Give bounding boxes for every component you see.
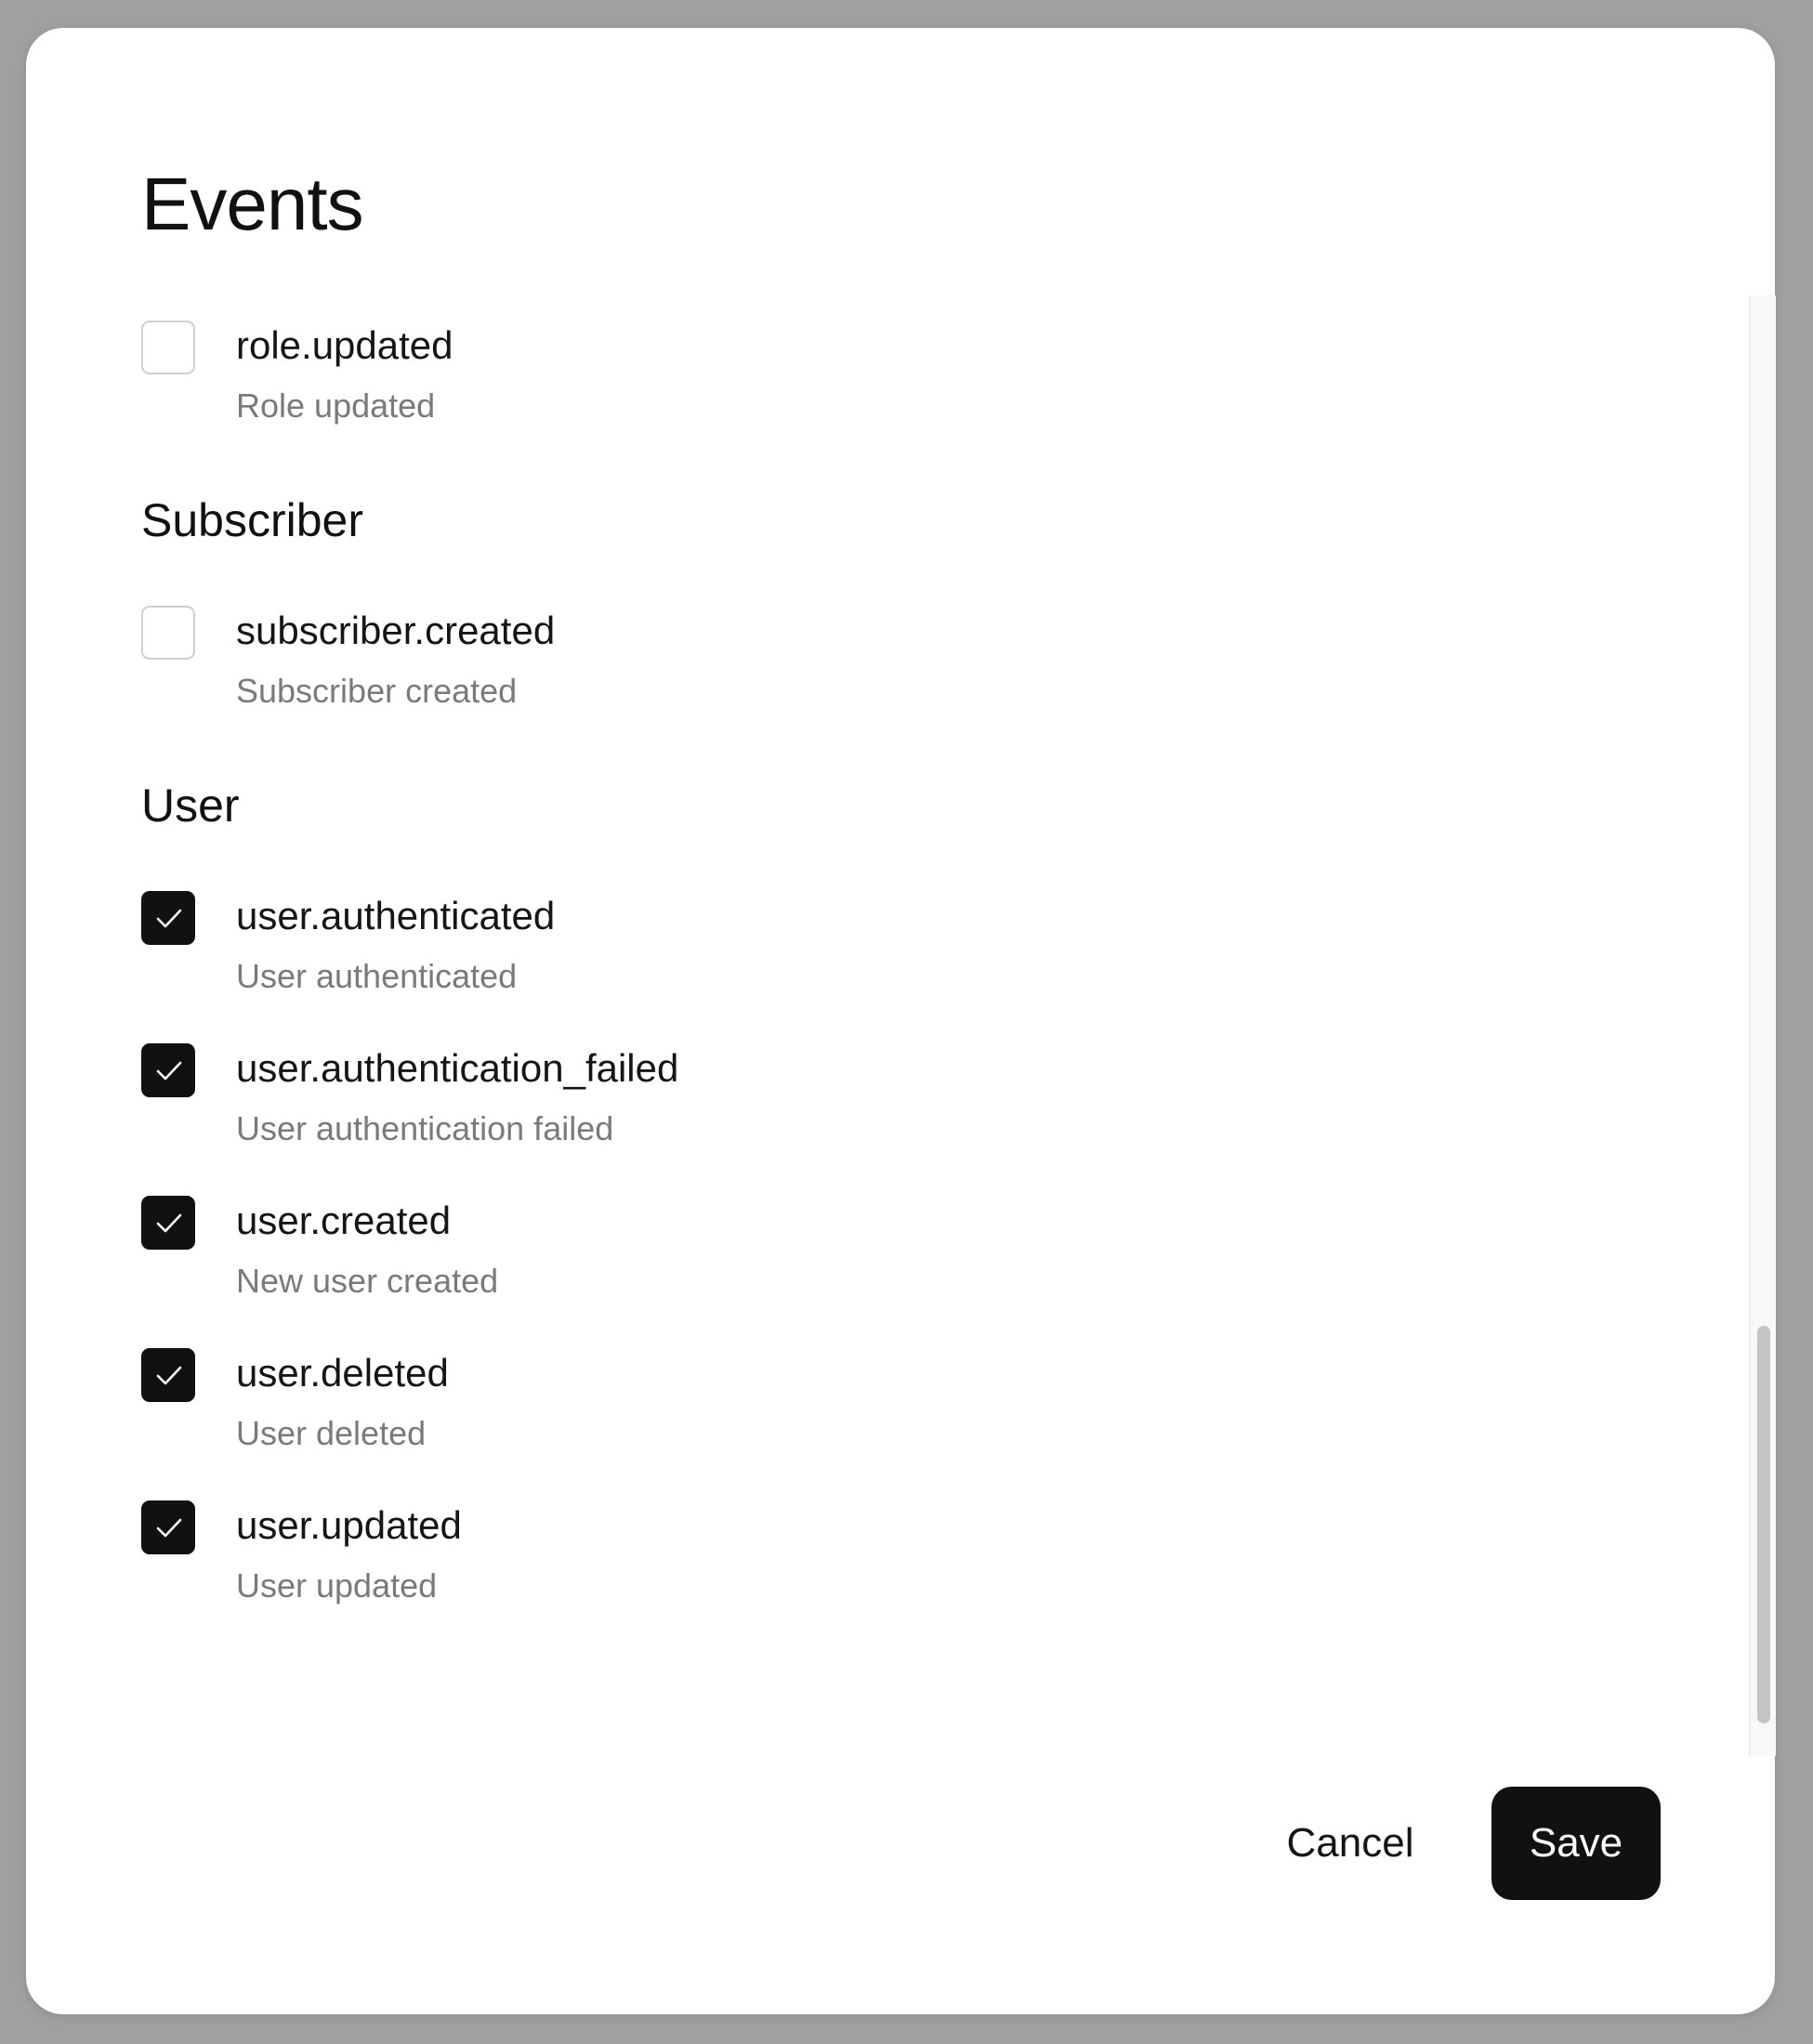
group-heading-subscriber: Subscriber [141, 494, 363, 546]
checkbox-user-updated[interactable] [141, 1500, 195, 1554]
event-name: user.authenticated [236, 894, 556, 937]
dialog-title: Events [141, 163, 363, 245]
save-button[interactable]: Save [1491, 1787, 1661, 1900]
checkbox-user-authenticated[interactable] [141, 891, 195, 945]
event-name: user.deleted [236, 1351, 449, 1395]
event-description: User deleted [236, 1414, 427, 1452]
checkbox-user-created[interactable] [141, 1196, 195, 1250]
event-description: User authenticated [236, 957, 518, 995]
checkmark-icon [155, 1212, 183, 1236]
event-description: New user created [236, 1262, 499, 1300]
event-item-user-created [141, 1196, 1628, 1326]
event-item-subscriber-created [141, 606, 1628, 736]
checkbox-role-updated[interactable] [141, 321, 195, 374]
group-heading-user: User [141, 780, 240, 832]
checkmark-icon [155, 907, 183, 931]
event-description: Role updated [236, 387, 436, 425]
checkbox-subscriber-created[interactable] [141, 606, 195, 660]
cancel-button[interactable]: Cancel [1271, 1787, 1429, 1900]
event-name: user.created [236, 1199, 452, 1242]
checkmark-icon [155, 1516, 183, 1540]
checkbox-user-authentication-failed[interactable] [141, 1043, 195, 1097]
scrollbar-thumb[interactable] [1757, 1326, 1770, 1723]
checkmark-icon [155, 1364, 183, 1388]
event-name: role.updated [236, 323, 453, 367]
checkbox-user-deleted[interactable] [141, 1348, 195, 1402]
events-list[interactable] [26, 295, 1747, 1756]
event-description: User updated [236, 1566, 438, 1605]
event-item-user-authenticated [141, 891, 1628, 1021]
event-name: user.authentication_failed [236, 1046, 679, 1090]
scrollbar-track[interactable] [1749, 295, 1776, 1756]
event-name: subscriber.created [236, 609, 556, 652]
event-item-user-updated [141, 1500, 1628, 1631]
checkmark-icon [155, 1059, 183, 1083]
event-item-user-authentication-failed [141, 1043, 1628, 1173]
events-dialog [26, 28, 1775, 2014]
event-description: User authentication failed [236, 1109, 614, 1147]
event-item-user-deleted [141, 1348, 1628, 1478]
event-name: user.updated [236, 1503, 462, 1547]
event-description: Subscriber created [236, 672, 518, 710]
event-item-role-updated [141, 321, 1628, 451]
